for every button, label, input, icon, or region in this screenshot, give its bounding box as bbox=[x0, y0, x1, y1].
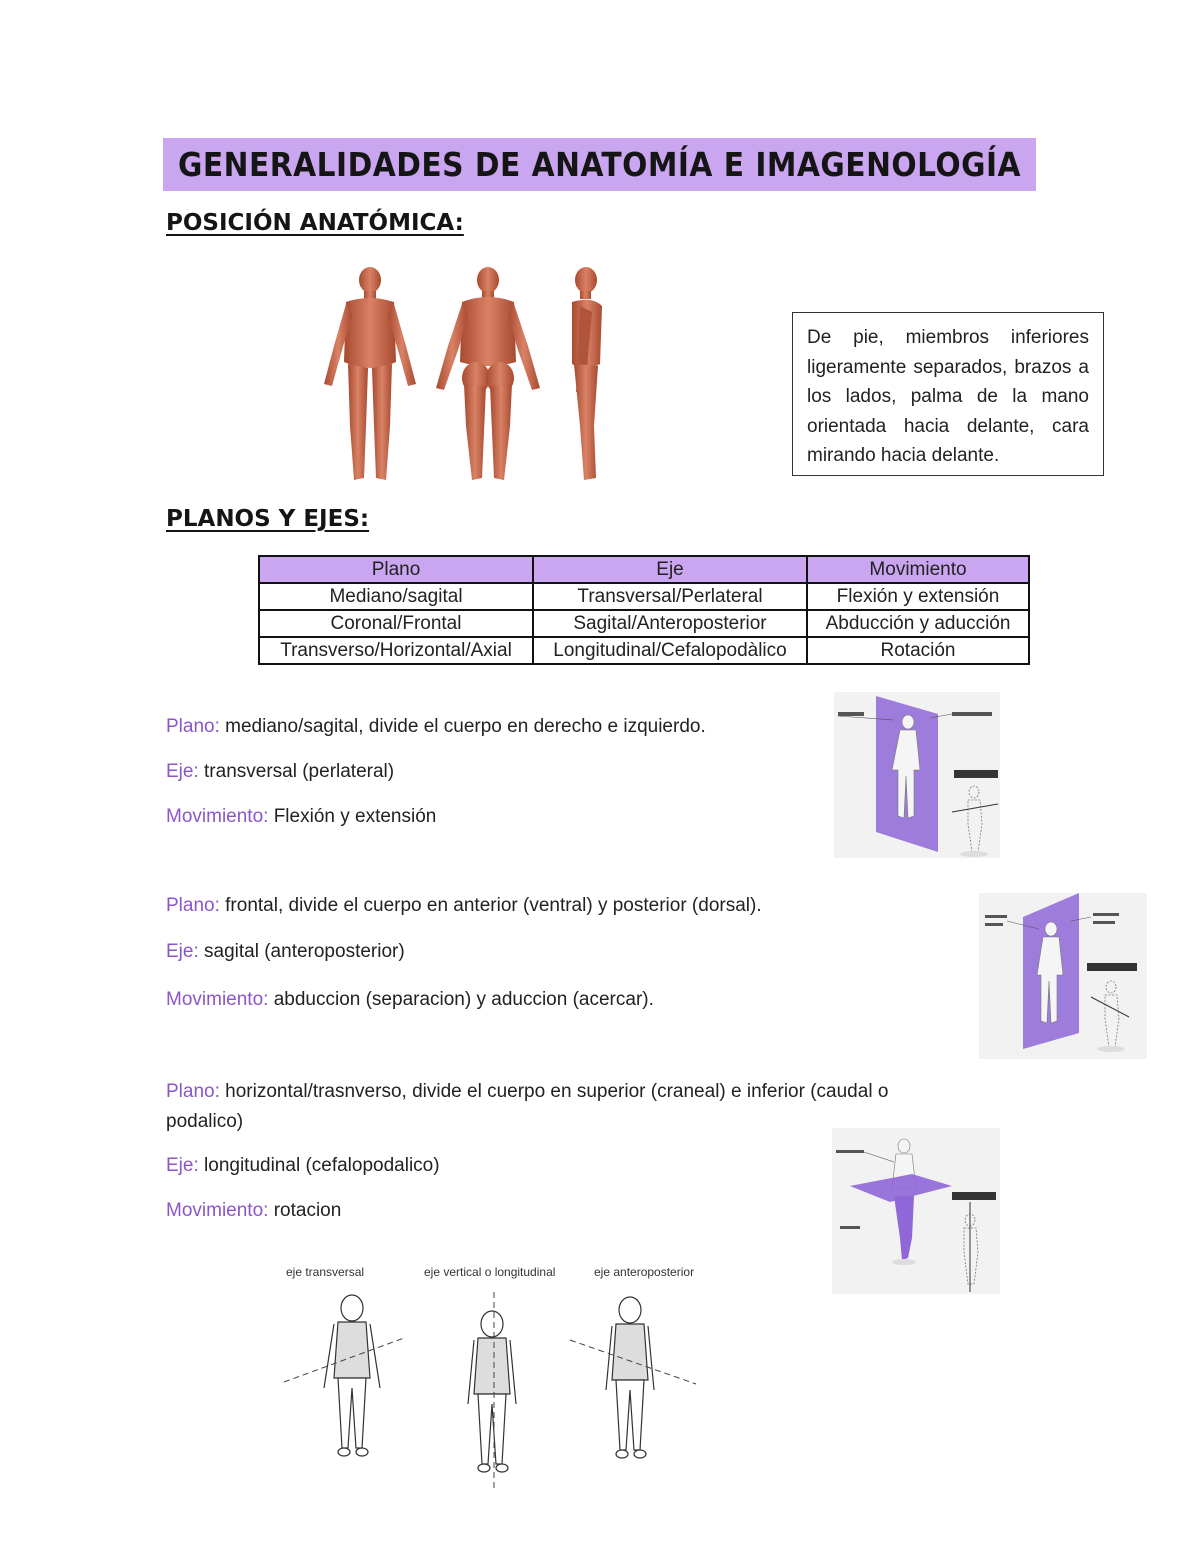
movimiento-text: Flexión y extensión bbox=[268, 806, 437, 827]
eje-label: Eje: bbox=[166, 761, 199, 782]
block-frontal-movimiento bbox=[166, 985, 966, 1015]
block-frontal-eje bbox=[166, 937, 966, 967]
axes-caption-transversal: eje transversal bbox=[286, 1265, 365, 1279]
table-cell: Sagital/Anteroposterior bbox=[533, 610, 807, 637]
table-header-plano: Plano bbox=[259, 556, 533, 583]
plano-text: mediano/sagital, divide el cuerpo en derecho e izquierdo. bbox=[219, 716, 706, 737]
table-row bbox=[259, 637, 1029, 664]
body-back-view bbox=[436, 267, 540, 480]
table-row bbox=[259, 610, 1029, 637]
eje-label: Eje: bbox=[166, 941, 199, 962]
page-title-text: GENERALIDADES DE ANATOMÍA E IMAGENOLOGÍA bbox=[177, 145, 1022, 184]
movimiento-text: rotacion bbox=[268, 1200, 342, 1221]
table-row bbox=[259, 583, 1029, 610]
eje-text: longitudinal (cefalopodalico) bbox=[198, 1155, 440, 1176]
table-header-movimiento: Movimiento bbox=[807, 556, 1029, 583]
transverse-plane-figure bbox=[832, 1128, 1000, 1294]
sagittal-plane-figure bbox=[834, 692, 1000, 858]
table-cell: Transversal/Perlateral bbox=[533, 583, 807, 610]
plano-label: Plano: bbox=[166, 895, 220, 916]
plano-label: Plano: bbox=[166, 716, 220, 737]
page-title bbox=[163, 138, 1036, 191]
block-frontal-plano bbox=[166, 891, 966, 921]
body-axes-figure bbox=[272, 1258, 712, 1496]
movimiento-text: abduccion (separacion) y aduccion (acercar). bbox=[268, 989, 654, 1010]
planes-axes-table bbox=[258, 555, 1030, 665]
movimiento-label: Movimiento: bbox=[166, 1200, 269, 1221]
eje-label: Eje: bbox=[166, 1155, 199, 1176]
section-heading-position: POSICIÓN ANATÓMICA: bbox=[166, 210, 464, 236]
anatomical-position-figure bbox=[310, 266, 650, 486]
anatomical-position-description: De pie, miembros inferiores ligeramente separados, brazos a los lados, palma de la mano orientada hacia delante, cara mirando hacia delante. bbox=[792, 312, 1104, 476]
plano-text: frontal, divide el cuerpo en anterior (ventral) y posterior (dorsal). bbox=[219, 895, 762, 916]
body-side-view bbox=[572, 267, 602, 480]
table-header-row bbox=[259, 556, 1029, 583]
body-front-view bbox=[324, 267, 416, 480]
person-anteroposterior-axis bbox=[606, 1297, 654, 1458]
table-cell: Abducción y aducción bbox=[807, 610, 1029, 637]
axes-caption-longitudinal: eje vertical o longitudinal bbox=[424, 1265, 556, 1279]
table-cell: Transverso/Horizontal/Axial bbox=[259, 637, 533, 664]
person-transversal-axis bbox=[324, 1295, 380, 1456]
table-cell: Coronal/Frontal bbox=[259, 610, 533, 637]
axes-caption-anteroposterior: eje anteroposterior bbox=[594, 1265, 695, 1279]
table-cell: Rotación bbox=[807, 637, 1029, 664]
table-cell: Flexión y extensión bbox=[807, 583, 1029, 610]
table-cell: Mediano/sagital bbox=[259, 583, 533, 610]
section-heading-planes: PLANOS Y EJES: bbox=[166, 506, 370, 532]
plano-label: Plano: bbox=[166, 1081, 220, 1102]
movimiento-label: Movimiento: bbox=[166, 989, 269, 1010]
table-header-eje: Eje bbox=[533, 556, 807, 583]
table-cell: Longitudinal/Cefalopodàlico bbox=[533, 637, 807, 664]
eje-text: transversal (perlateral) bbox=[198, 761, 395, 782]
person-longitudinal-axis bbox=[468, 1311, 516, 1472]
movimiento-label: Movimiento: bbox=[166, 806, 269, 827]
frontal-plane-figure bbox=[979, 893, 1147, 1059]
eje-text: sagital (anteroposterior) bbox=[198, 941, 405, 962]
plano-text: horizontal/trasnverso, divide el cuerpo en superior (craneal) e inferior (caudal o podalico) bbox=[166, 1081, 889, 1132]
